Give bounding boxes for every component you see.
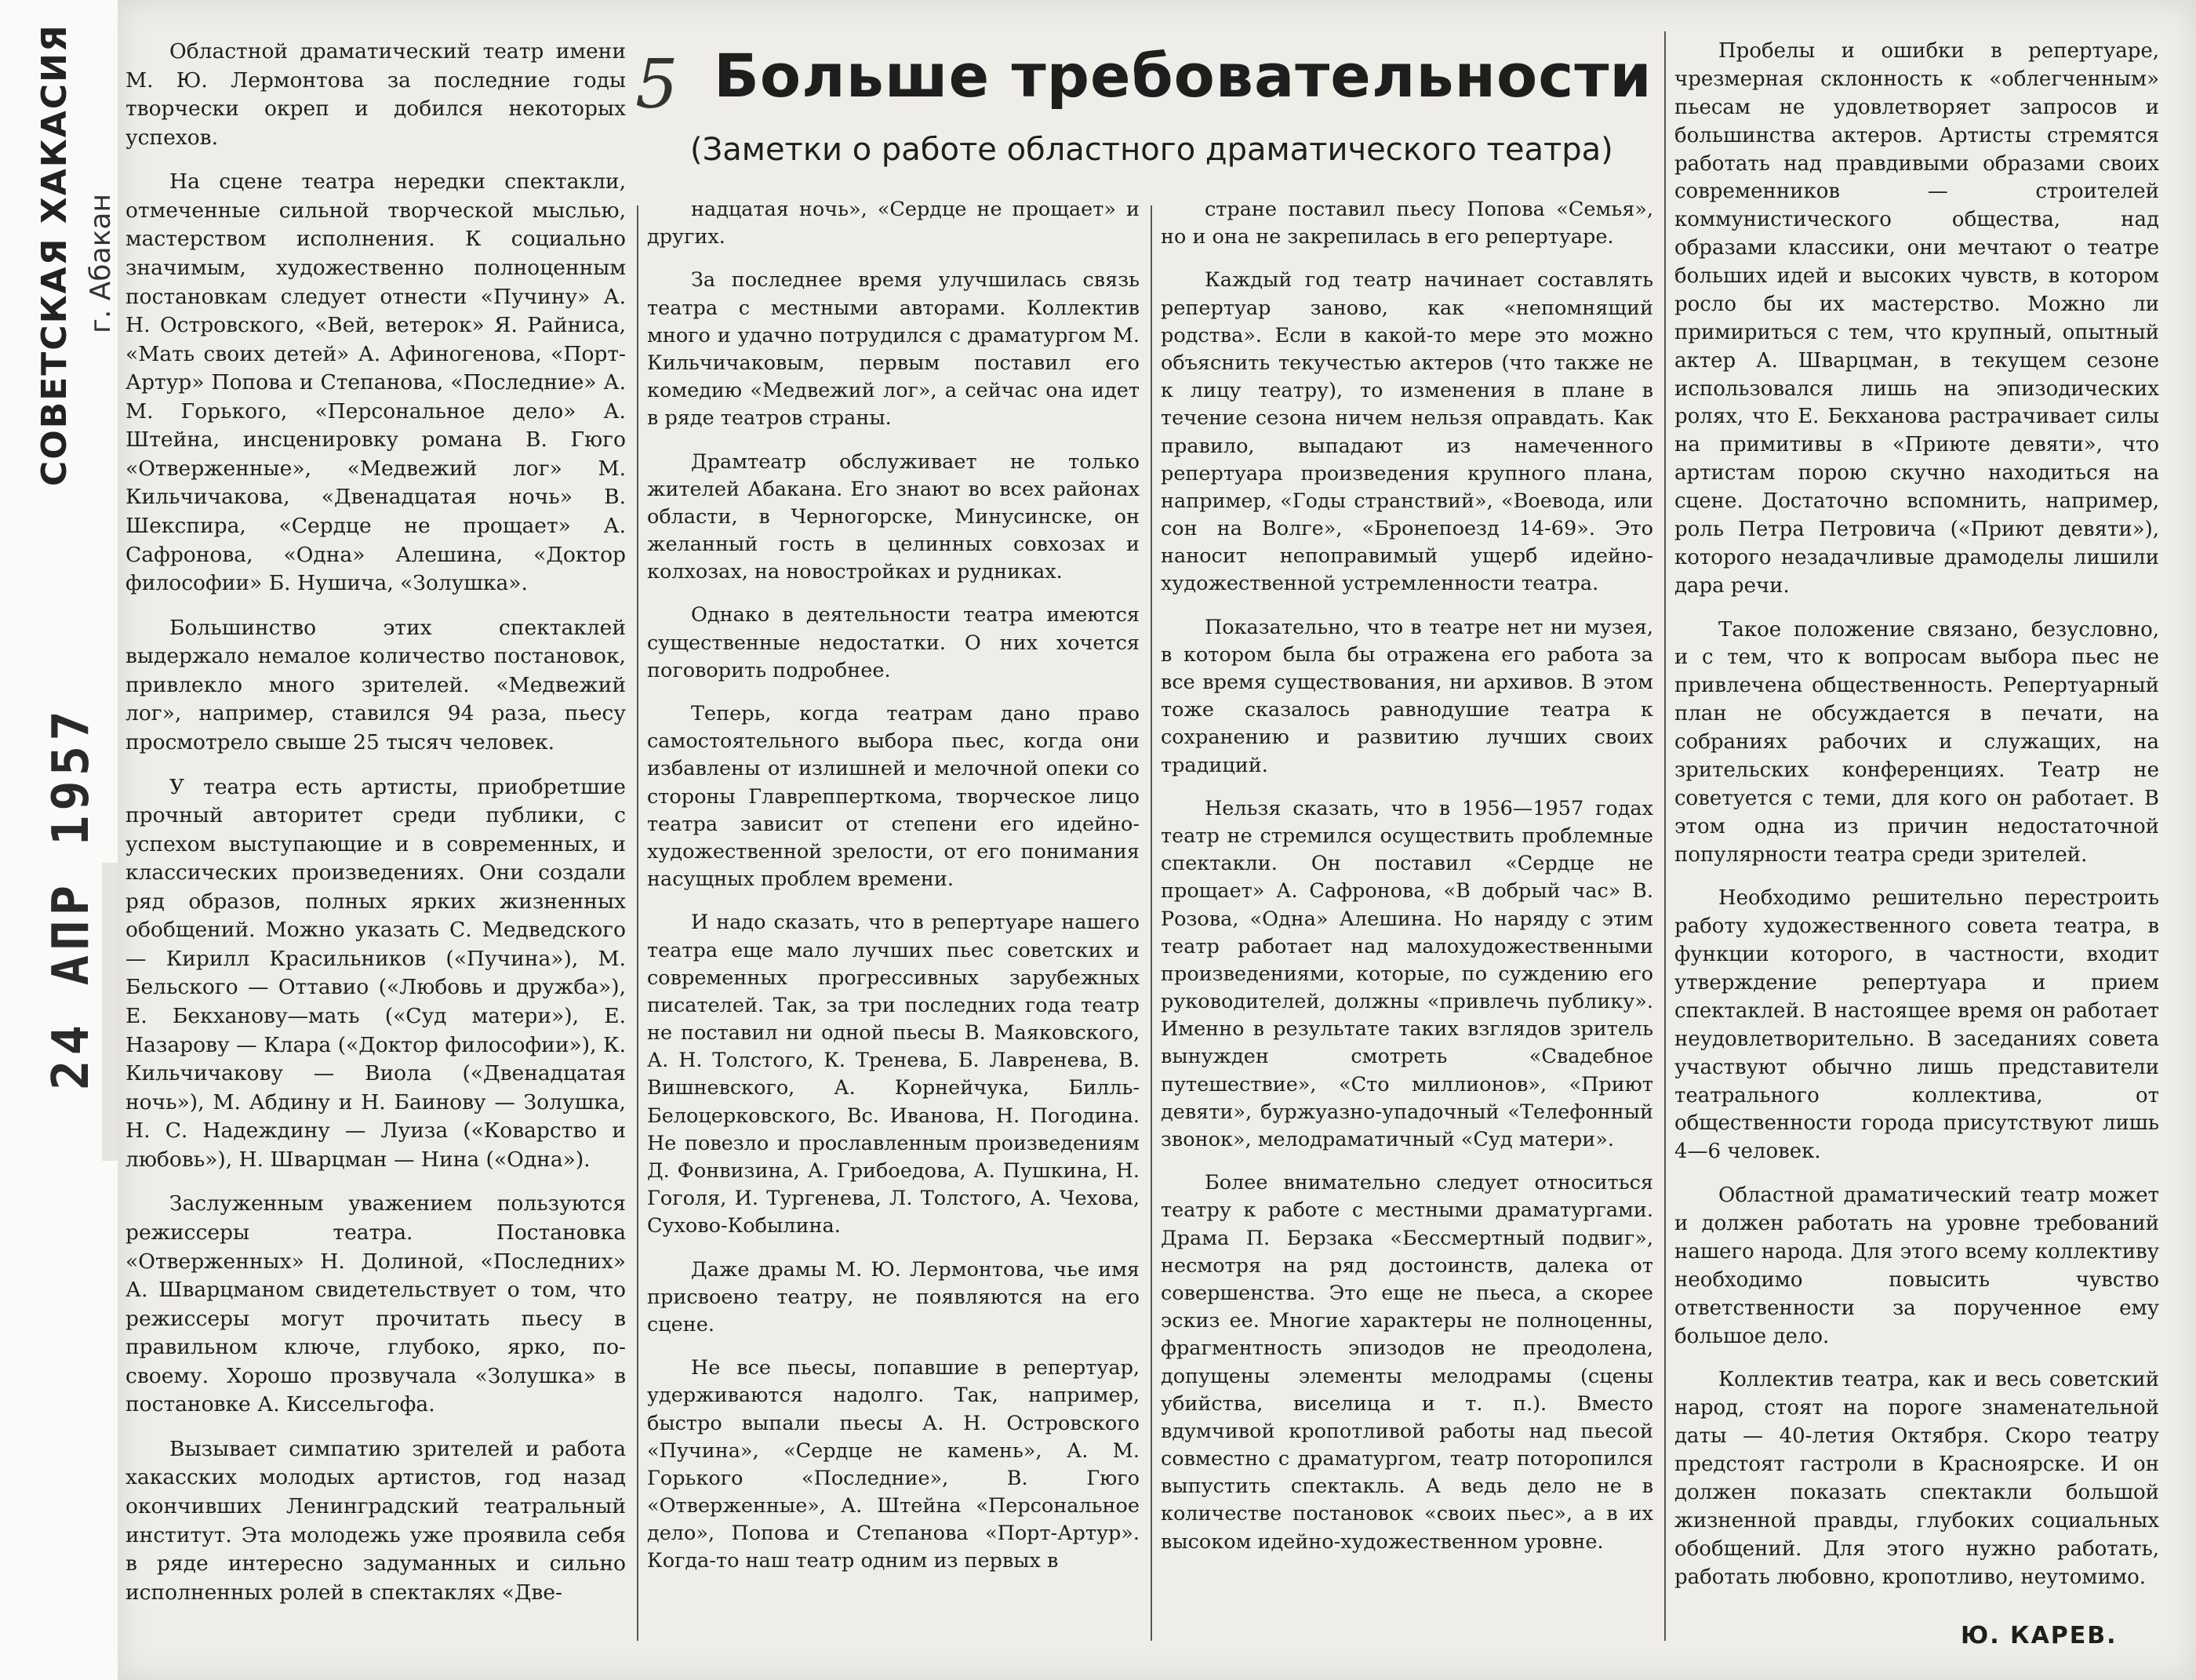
article-paragraph: надцатая ночь», «Сердце не прощает» и других. xyxy=(647,198,1140,249)
article-paragraph: Даже драмы М. Ю. Лермонтова, чье имя присвоено театру, не появляются на его сцене. xyxy=(647,1257,1140,1336)
article-paragraph: За последнее время улучшилась связь театра с местными авторами. Коллектив много и удачно потрудился с драматургом М. Кильчичаковым, первым поставил его комедию «Медвежий лог», а сейчас она идет в ряде театров страны. xyxy=(647,268,1140,431)
article-column-3 xyxy=(1161,196,1653,1572)
article-paragraph: стране поставил пьесу Попова «Семья», но и она не закрепилась в его репертуаре. xyxy=(1161,198,1653,249)
article-paragraph: Такое положение связано, безусловно, и с тем, что к вопросам выбора пьес не привлечена общественность. Репертуарный план не обсуждается в печати, на собраниях рабочих и служащих, на зрительских конференциях. Театр не советуется с теми, для кого он работает. В этом одна из причин недостаточной популярности театра среди зрителей. xyxy=(1674,617,2159,867)
author-signature: Ю. КАРЕВ. xyxy=(1961,1622,2118,1649)
handwritten-mark: 5 xyxy=(635,45,678,124)
article-subtitle: (Заметки о работе областного драматического театра) xyxy=(690,132,1613,168)
article-paragraph: Показательно, что в театре нет ни музея, в котором была бы отражена его работа за все время существования, ни архивов. В этом тоже сказалось равнодушие театра к сохранению и развитию лучших своих традиций. xyxy=(1161,615,1653,777)
article-column-2 xyxy=(647,196,1140,1591)
article-paragraph: Теперь, когда театрам дано право самостоятельного выбора пьес, когда они избавлены от излишней и мелочной опеки со стороны Главрепперткома, творческое лицо театра зависит от степени его идейно-художественной зрелости, от его понимания насущных проблем времени. xyxy=(647,702,1140,892)
newspaper-name: СОВЕТСКАЯ ХАКАСИЯ xyxy=(35,24,75,486)
article-paragraph: Областной драматический театр может и должен работать на уровне требований нашего народа. Для этого всему коллективу необходимо повысить чувство ответственности за порученное ему большое дело. xyxy=(1674,1184,2159,1348)
article-paragraph: Каждый год театр начинает составлять репертуар заново, как «непомнящий родства». Если в какой-то мере это можно объяснить текучестью актеров (что также не к лицу театру), то изменения в плане в течение сезона ничем нельзя оправдать. Как правило, выпадают из намеченного репертуара произведения крупного плана, например, «Годы странствий», «Воевода, или сон на Волге», «Бронепоезд 14-69». Это наносит непоправимый ущерб идейно-художественной устремленности театра. xyxy=(1161,268,1653,596)
column-rule xyxy=(1151,205,1152,1641)
article-paragraph: Заслуженным уважением пользуются режиссеры театра. Постановка «Отверженных» Н. Долиной, «Последних» А. Шварцманом свидетельствует о том, что режиссеры могут прочитать пьесу в правильном ключе, глубоко, ярко, по-своему. Хорошо прозвучала «Золушка» в постановке А. Киссельгофа. xyxy=(125,1191,626,1417)
newspaper-city: г. Абакан xyxy=(85,193,117,333)
article-paragraph: Необходимо решительно перестроить работу художественного совета театра, в функции которого, в частности, входит утверждение репертуара и прием спектаклей. В настоящее время он работает неудовлетворительно. В заседаниях совета участвуют обычно лишь представители театрального коллектива, от общественности города присутствуют лишь 4—6 человек. xyxy=(1674,886,2159,1164)
masthead xyxy=(28,24,117,1608)
date-stamp: 24 АПР 1957 xyxy=(42,706,100,1090)
article-paragraph: Нельзя сказать, что в 1956—1957 годах театр не стремился осуществить проблемные спектакли. Он поставил «Сердце не прощает» А. Сафронова, «В добрый час» В. Розова, «Одна» Алешина. Но наряду с этим театр работает над малохудожественными произведениями, которые, по суждению его руководителей, должны «привлечь публику». Именно в результате таких взглядов зритель вынужден смотреть «Свадебное путешествие», «Сто миллионов», «Приют девяти», буржуазно-упадочный «Телефонный звонок», мелодраматичный «Суд матери». xyxy=(1161,796,1653,1151)
article-paragraph: У театра есть артисты, приобретшие прочный авторитет среди публики, с успехом выступающие и в современных, и классических произведениях. Они создали ряд образов, полных ярких жизненных обобщений. Можно указать С. Медведского — Кирилл Красильников («Пучина»), М. Бельского — Оттавио («Любовь и дружба»), Е. Бекханову—мать («Суд матери»), Е. Назарову — Клара («Доктор философии»), К. Кильчичакову — Виола («Двенадцатая ночь»), М. Абдину и Н. Баинову — Золушка, Н. С. Надеждину — Луиза («Коварство и любовь»), Н. Шварцман — Нина («Одна»). xyxy=(125,774,626,1172)
article-paragraph: Областной драматический театр имени М. Ю. Лермонтова за последние годы творчески окреп и добился некоторых успехов. xyxy=(125,39,626,150)
article-column-4 xyxy=(1674,38,2159,1607)
article-title: Больше требовательности xyxy=(714,41,1652,111)
article-paragraph: Коллектив театра, как и весь советский народ, стоят на пороге знаменательной даты — 40-летия Октября. Скоро театру предстоят гастроли в Красноярске. И он должен показать спектакли большой жизненной правды, глубоких социальных обобщений. Для этого нужно работать, работать любовно, кропотливо, неутомимо. xyxy=(1674,1368,2159,1589)
article-header xyxy=(620,31,1663,196)
article-paragraph: Более внимательно следует относиться театру к работе с местными драматургами. Драма П. Берзака «Бессмертный подвиг», несмотря на ряд достоинств, далека от совершенства. Это еще не пьеса, а скорее эскиз ее. Многие характеры не полноценны, фрагментность эпизодов не преодолена, допущены элементы мелодрамы (сцены убийства, виселица и т. п.). Вместо вдумчивой кропотливой работы над пьесой совместно с драматургом, театр поторопился выпустить спектакль. А ведь дело не в количестве постановок «своих пьес», а в их высоком идейно-художественном уровне. xyxy=(1161,1171,1653,1554)
article-paragraph: Не все пьесы, попавшие в репертуар, удерживаются надолго. Так, например, быстро выпали пьесы А. Н. Островского «Пучина», «Сердце не камень», А. М. Горького «Последние», В. Гюго «Отверженные», А. Штейна «Персональное дело», Попова и Степанова «Порт-Артур». Когда-то наш театр одним из первых в xyxy=(647,1356,1140,1573)
article-paragraph: Драмтеатр обслуживает не только жителей Абакана. Его знают во всех районах области, в Черногорске, Минусинске, он желанный гость в целинных совхозах и колхозах, на новостройках и рудниках. xyxy=(647,449,1140,584)
article-paragraph: Вызывает симпатию зрителей и работа хакасских молодых артистов, год назад окончивших Ленинградский театральный институт. Эта молодежь уже проявила себя в ряде интересно задуманных и сильно исполненных ролей в спектаклях «Две- xyxy=(125,1436,626,1605)
article-column-1 xyxy=(125,38,626,1623)
article-paragraph: И надо сказать, что в репертуаре нашего театра еще мало лучших пьес советских и современных прогрессивных зарубежных писателей. Так, за три последних года театр не поставил ни одной пьесы В. Маяковского, А. Н. Толстого, К. Тренева, Б. Лавренева, В. Вишневского, А. Корнейчука, Билль-Белоцерковского, Вс. Иванова, Н. Погодина. Не повезло и прославленным произведениям Д. Фонвизина, А. Грибоедова, А. Пушкина, Н. Гоголя, И. Тургенева, Л. Толстого, А. Чехова, Сухово-Кобылина. xyxy=(647,911,1140,1238)
article-paragraph: Однако в деятельности театра имеются существенные недостатки. О них хочется поговорить подробнее. xyxy=(647,603,1140,682)
article-paragraph: На сцене театра нередки спектакли, отмеченные сильной творческой мыслью, мастерством исполнения. К социально значимым, художественно полноценным постановкам следует отнести «Пучину» А. Н. Островского, «Вей, ветерок» Я. Райниса, «Мать своих детей» А. Афиногенова, «Порт-Артур» Попова и Степанова, «Последние» А. М. Горького, «Персональное дело» А. Штейна, инсценировку романа В. Гюго «Отверженные», «Медвежий лог» М. Кильчичакова, «Двенадцатая ночь» В. Шекспира, «Сердце не прощает» А. Сафронова, «Одна» Алешина, «Доктор философии» Б. Нушича, «Золушка». xyxy=(125,169,626,596)
article-paragraph: Пробелы и ошибки в репертуаре, чрезмерная склонность к «облегченным» пьесам не удовлетворяет запросов и большинства актеров. Артисты стремятся работать над правдивыми образами своих современников — строителей коммунистического общества, над образами классики, они мечтают о театре больших идей и высоких чувств, в котором росло бы их мастерство. Можно ли примириться с тем, что крупный, опытный актер А. Шварцман, в текущем сезоне использовался лишь на эпизодических ролях, что Е. Бекханова растрачивает силы на примитивы в «Приюте девяти», что артистам порою скучно находиться на сцене. Достаточно вспомнить, например, роль Петра Петровича («Приют девяти»), которого незадачливые драмоделы лишили дара речи. xyxy=(1674,39,2159,598)
column-rule xyxy=(1664,31,1666,1641)
article-paragraph: Большинство этих спектаклей выдержало немалое количество постановок, привлекло много зрителей. «Медвежий лог», например, ставился 94 раза, пьесу просмотрело свыше 25 тысяч человек. xyxy=(125,615,626,755)
column-rule xyxy=(637,205,638,1641)
